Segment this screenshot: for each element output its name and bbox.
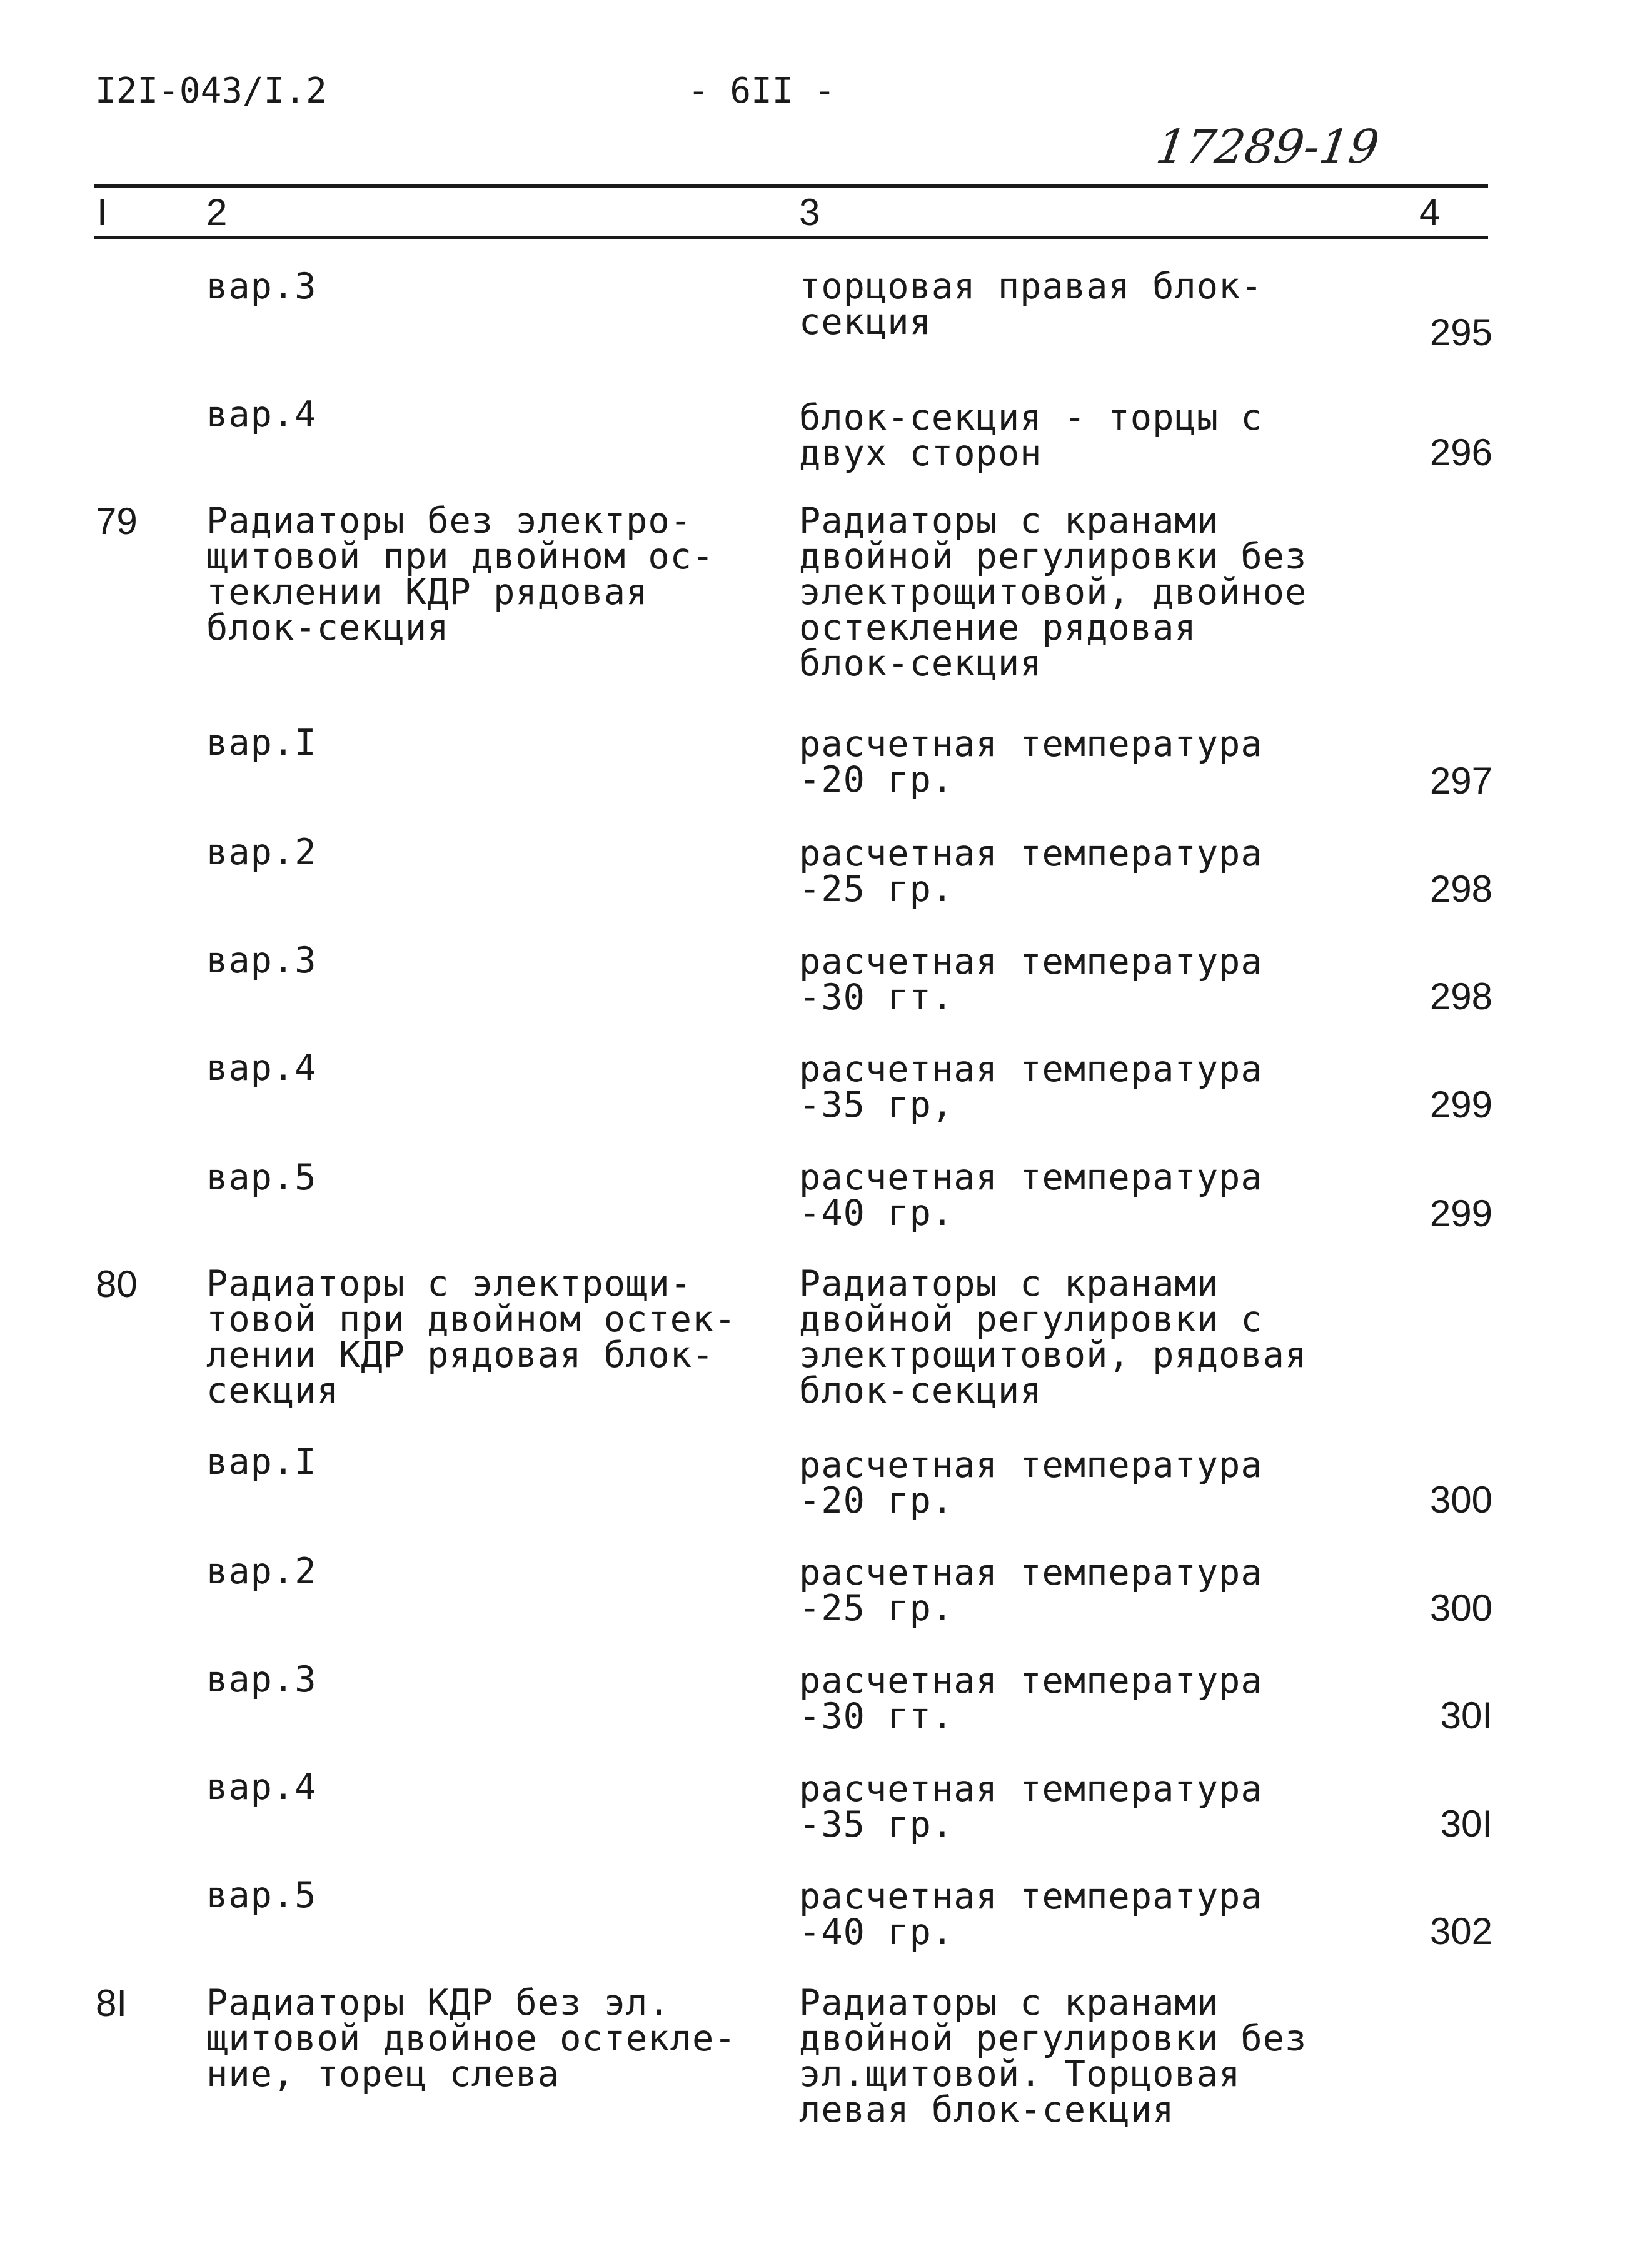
column-header-3: 3: [799, 191, 820, 233]
item-description: Радиаторы с кранами двойной регулировки с электрощитовой, рядовая блок-секция: [799, 1263, 1307, 1411]
item-page: 302: [1429, 1910, 1492, 1952]
item-variant: вар.4: [206, 1767, 317, 1808]
item-page: 299: [1429, 1192, 1492, 1234]
item-variant: вар.5: [206, 1157, 317, 1198]
item-title: Радиаторы КДР без эл. щитовой двойное остекле- ние, торец слева: [206, 1982, 737, 2095]
item-variant: вар.2: [206, 832, 317, 873]
item-description: Радиаторы с кранами двойной регулировки без эл.щитовой. Торцовая левая блок-секция: [799, 1982, 1307, 2130]
column-header-4: 4: [1419, 191, 1441, 233]
item-description: расчетная температура -40 гр.: [799, 1157, 1263, 1234]
item-page: 30I: [1440, 1803, 1492, 1845]
item-number: 80: [96, 1263, 138, 1305]
handwritten-number: 17289-19: [1152, 120, 1382, 174]
table-header-rule: [94, 236, 1488, 239]
item-variant: вар.I: [206, 1441, 317, 1483]
column-header-1: I: [97, 191, 108, 233]
item-page: 296: [1429, 431, 1492, 473]
column-header-2: 2: [206, 191, 228, 233]
item-page: 300: [1429, 1479, 1492, 1521]
item-variant: вар.I: [206, 722, 317, 764]
item-description: расчетная температура -25 гр.: [799, 1552, 1263, 1629]
item-description: расчетная температура -30 гт.: [799, 941, 1263, 1018]
item-description: расчетная температура -25 гр.: [799, 833, 1263, 910]
item-page: 297: [1429, 760, 1492, 802]
item-description: расчетная температура -40 гр.: [799, 1876, 1263, 1953]
item-variant: вар.2: [206, 1551, 317, 1592]
item-page: 30I: [1440, 1695, 1492, 1736]
item-description: расчетная температура -20 гр.: [799, 1444, 1263, 1521]
item-page: 299: [1429, 1084, 1492, 1126]
item-page: 295: [1429, 311, 1492, 353]
item-description: Радиаторы с кранами двойной регулировки без электрощитовой, двойное остекление рядовая блок-секция: [799, 500, 1307, 684]
item-description: торцовая правая блок- секция: [799, 266, 1263, 343]
item-page: 298: [1429, 975, 1492, 1017]
item-description: расчетная температура -35 гр,: [799, 1049, 1263, 1126]
item-variant: вар.4: [206, 394, 317, 435]
item-page: 300: [1429, 1587, 1492, 1629]
item-title: Радиаторы без электро- щитовой при двойном ос- теклении КДР рядовая блок-секция: [206, 500, 715, 648]
item-description: расчетная температура -35 гр.: [799, 1768, 1263, 1845]
item-description: расчетная температура -30 гт.: [799, 1660, 1263, 1737]
table-top-rule: [94, 184, 1488, 188]
item-number: 8I: [96, 1982, 128, 2024]
item-number: 79: [96, 500, 138, 542]
item-variant: вар.3: [206, 940, 317, 981]
item-description: блок-секция - торцы с двух сторон: [799, 397, 1263, 474]
item-description: расчетная температура -20 гр.: [799, 723, 1263, 800]
item-variant: вар.4: [206, 1047, 317, 1089]
item-variant: вар.3: [206, 1659, 317, 1700]
page-number: - 6II -: [688, 71, 836, 111]
item-title: Радиаторы с электрощи- товой при двойном остек- лении КДР рядовая блок- секция: [206, 1263, 737, 1411]
item-page: 298: [1429, 868, 1492, 910]
document-code: I2I-043/I.2: [95, 71, 327, 111]
item-variant: вар.5: [206, 1875, 317, 1916]
item-variant: вар.3: [206, 266, 317, 307]
